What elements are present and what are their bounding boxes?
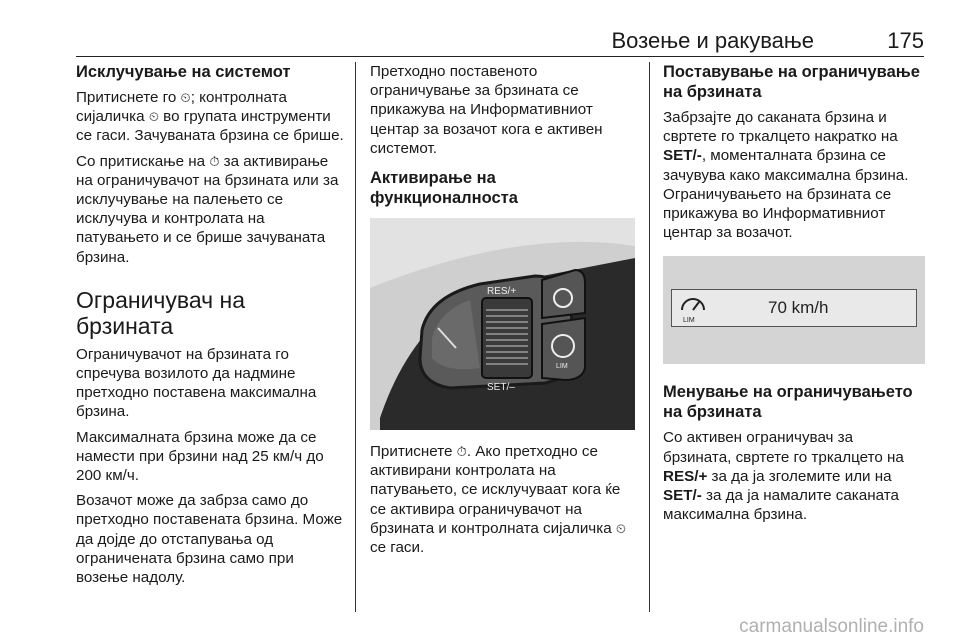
steering-wheel-controls-drawing xyxy=(370,218,635,430)
page-header xyxy=(76,28,924,57)
column-right xyxy=(663,62,925,530)
column-left xyxy=(76,62,346,593)
paragraph: Забрзајте до саканата брзина и свртете го тркалцето накратко на SET/-, моменталната брзина се зачувува како максимална брзина. Ограничувањето на брзината се прикажува во Информативниот центар за возачот. xyxy=(663,109,909,242)
cruise-control-icon: ⏲ xyxy=(180,90,191,105)
set-label: SET/– xyxy=(487,382,515,394)
steering-wheel-controls-image xyxy=(370,218,635,430)
section-title: Возење и ракување xyxy=(611,28,814,53)
paragraph: Ограничувачот на брзината го спречува возилото да надмине претходно поставена максимална брзина. xyxy=(76,345,317,421)
speed-limiter-gauge-icon xyxy=(678,292,708,324)
heading-deactivate: Исклучување на системот xyxy=(76,63,291,81)
heading-change-limit: Менување на ограничувањето на брзината xyxy=(663,383,913,422)
paragraph: Притиснете ⏱. Ако претходно се активирани контролата на патувањето, се исклучуваат кога ќе се активира ограничувачот на брзината и контролната сијаличка ⏲ се гаси. xyxy=(370,443,626,557)
column-divider xyxy=(355,62,356,612)
cruise-control-icon: ⏲ xyxy=(615,520,626,536)
paragraph: Со притискање на ⏱ за активирање на ограничувачот на брзината или за исклучување на палењето се исклучува и контролата на патувањето и се брише зачуваната брзина. xyxy=(76,152,339,266)
paragraph: Притиснете го ⏲; контролната сијаличка ⏲ во групата инструменти се гаси. Зачуваната брзина се брише. xyxy=(76,89,344,145)
lim-label: LIM xyxy=(556,363,568,371)
speed-value: 70 km/h xyxy=(768,298,829,318)
paragraph: Претходно поставеното ограничување за брзината се прикажува на Информативниот центар за возачот кога е активен системот. xyxy=(370,63,603,157)
watermark: carmanualsonline.info xyxy=(739,616,924,637)
driver-info-display-image xyxy=(663,256,925,364)
page-number: 175 xyxy=(887,28,924,53)
heading-set-limit: Поставување на ограничување на брзината xyxy=(663,63,920,101)
svg-text:LIM: LIM xyxy=(683,317,695,325)
cruise-control-icon: ⏲ xyxy=(148,109,159,125)
res-label: RES/+ xyxy=(487,286,517,298)
heading-speed-limiter: Ограничувач на брзината xyxy=(76,286,246,339)
paragraph: Максималната брзина може да се намести при брзини над 25 км/ч до 200 км/ч. xyxy=(76,428,324,485)
display-screen xyxy=(671,289,917,327)
column-middle xyxy=(370,62,635,563)
speed-limiter-icon: ⏱ xyxy=(209,153,220,169)
heading-activate: Активирање на функционалноста xyxy=(370,169,518,208)
speed-limiter-icon: ⏱ xyxy=(456,444,467,460)
paragraph: Со активен ограничувач за брзината, свртете го тркалцето на RES/+ за да ја зголемите или на SET/- за да ја намалите саканата максимална брзина. xyxy=(663,429,904,524)
paragraph: Возачот може да забрза само до претходно поставената брзина. Може да дојде до отстапувања од ограничената брзина само при возење надолу. xyxy=(76,492,343,587)
column-divider xyxy=(649,62,650,612)
